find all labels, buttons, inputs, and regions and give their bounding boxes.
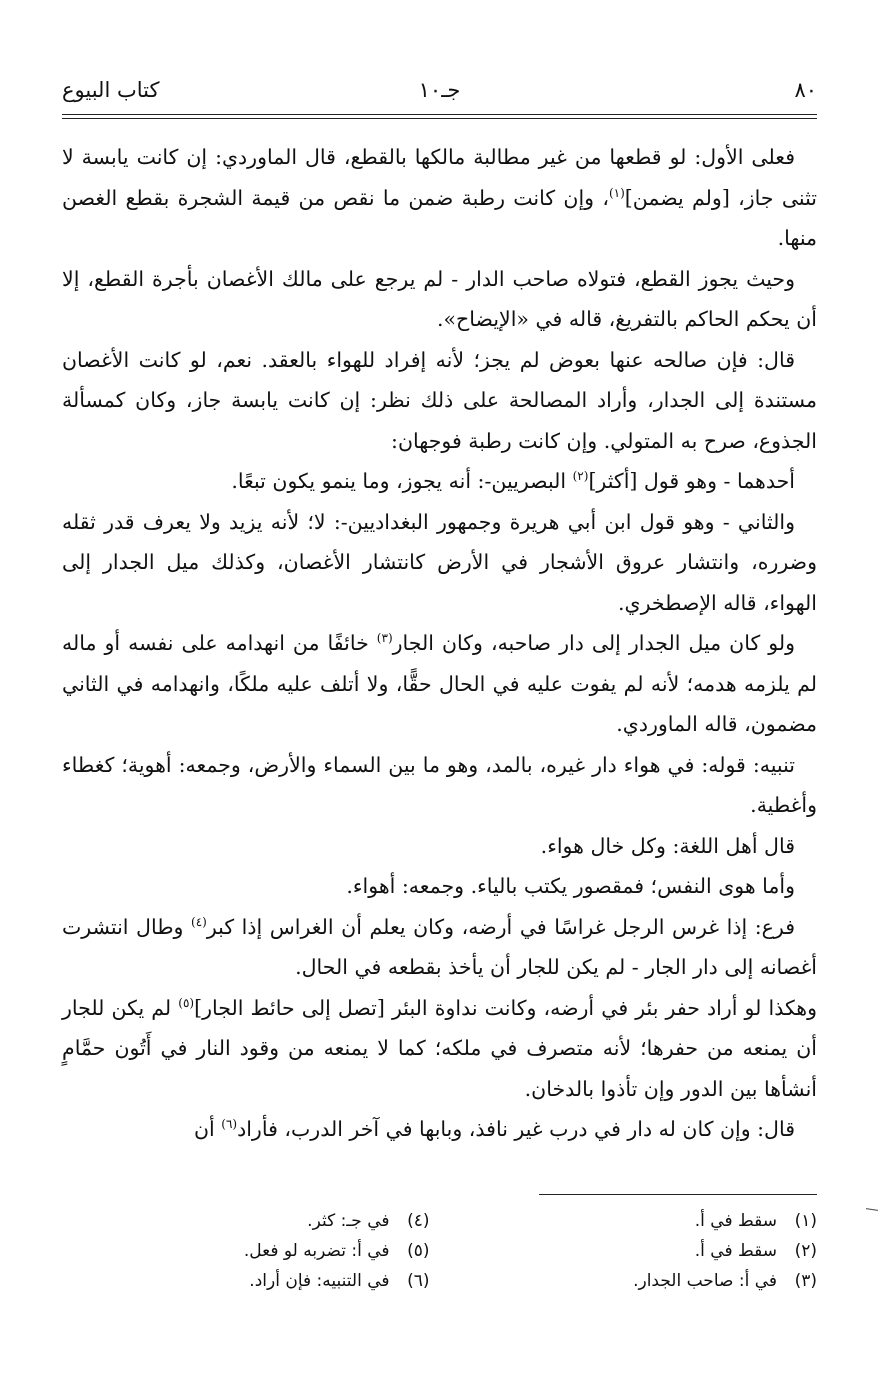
footnote-ref: (٥) [178, 995, 195, 1010]
margin-mark [866, 1208, 878, 1211]
page-number: ٨٠ [794, 78, 817, 102]
paragraph: وهكذا لو أراد حفر بئر في أرضه، وكانت نداوة البئر [تصل إلى حائط الجار]$^{(٥)}$ لم يكن للجار أن يمنعه من حفرها؛ لأنه متصرف في ملكه؛ كما لا يمنعه من وقود النار في أَتُون حمَّامٍ أنشأها بين الدور وإن تأذوا بالدخان. [62, 995, 817, 1101]
paragraph: أحدهما - وهو قول [أكثر]$^{(٢)}$ البصريين-: أنه يجوز، وما ينمو يكون تبعًا. [231, 469, 795, 493]
paragraph: وحيث يجوز القطع، فتولاه صاحب الدار - لم يرجع على مالك الأغصان بأجرة القطع، إلا أن يحكم الحاكم بالتفريغ، قاله في «الإيضاح». [62, 266, 817, 331]
paragraph: والثاني - وهو قول ابن أبي هريرة وجمهور البغداديين-: لا؛ لأنه يزيد ولا يعرف قدر ثقله وضرره، وانتشار عروق الأشجار في الأرض كانتشار الأغصان، وكذلك ميل الجدار إلى الهواء، قاله الإصطخري. [62, 509, 817, 615]
paragraph: قال: وإن كان له دار في درب غير نافذ، وبابها في آخر الدرب، فأراد$^{(٦)}$ أن [193, 1117, 795, 1141]
paragraph: ولو كان ميل الجدار إلى دار صاحبه، وكان الجار$^{(٣)}$ خائفًا من انهدامه على نفسه أو ماله لم يلزمه هدمه؛ لأنه لم يفوت عليه في الحال حقًّا، ولا أتلف عليه ملكًا، وانهدامه في الثاني مضمون، قاله الماوردي. [62, 631, 817, 736]
paragraph: فرع: إذا غرس الرجل غراسًا في أرضه، وكان يعلم أن الغراس إذا كبر$^{(٤)}$ وطال انتشرت أغصانه إلى دار الجار - لم يكن للجار أن يأخذ بقطعه في الحال. [62, 914, 817, 979]
main-text [62, 137, 817, 1150]
footnote-item: (٣)في أ: صاحب الجدار. [633, 1271, 817, 1291]
footnote-ref: (٣) [376, 631, 393, 646]
footnotes-column-left [62, 1206, 430, 1296]
footnote-divider [539, 1194, 817, 1195]
running-header [62, 70, 817, 115]
paragraph: وأما هوى النفس؛ فمقصور يكتب بالياء. وجمعه: أهواء. [346, 874, 795, 898]
footnote-item: (٦)في التنبيه: فإن أراد. [249, 1271, 430, 1291]
book-title: كتاب البيوع [62, 78, 160, 102]
footnote-ref: (٦) [221, 1117, 238, 1132]
paragraph: قال: فإن صالحه عنها بعوض لم يجز؛ لأنه إفراد للهواء بالعقد. نعم، لو كانت الأغصان مستندة إلى الجدار، وأراد المصالحة على ذلك نظر: إن كانت يابسة جاز، وكان كمسألة الجذوع، صرح به المتولي. وإن كانت رطبة فوجهان: [62, 347, 817, 453]
footnote-item: (٥)في أ: تضربه لو فعل. [243, 1241, 430, 1261]
document-page [62, 70, 817, 1150]
paragraph: تنبيه: قوله: في هواء دار غيره، بالمد، وهو ما بين السماء والأرض، وجمعه: أهوية؛ كغطاء وأغطية. [62, 752, 817, 817]
footnotes-column-right [450, 1206, 818, 1296]
footnote-ref: (٤) [191, 914, 207, 929]
footnote-item: (١)سقط في أ. [694, 1211, 817, 1231]
footnote-item: (٢)سقط في أ. [694, 1241, 817, 1261]
footnotes [62, 1206, 817, 1296]
footnote-ref: (٢) [572, 469, 589, 484]
paragraph: فعلى الأول: لو قطعها من غير مطالبة مالكها بالقطع، قال الماوردي: إن كانت يابسة لا تثنى جاز، [ولم يضمن]$^{(١)}$، وإن كانت رطبة ضمن ما نقص من قيمة الشجرة بقطع الغصن منها. [62, 145, 818, 250]
paragraph: قال أهل اللغة: وكل خال هواء. [540, 833, 795, 858]
footnote-ref: (١) [608, 185, 625, 200]
footnote-item: (٤)في جـ: كثر. [307, 1211, 430, 1231]
volume-label: جـ١٠ [418, 78, 461, 102]
